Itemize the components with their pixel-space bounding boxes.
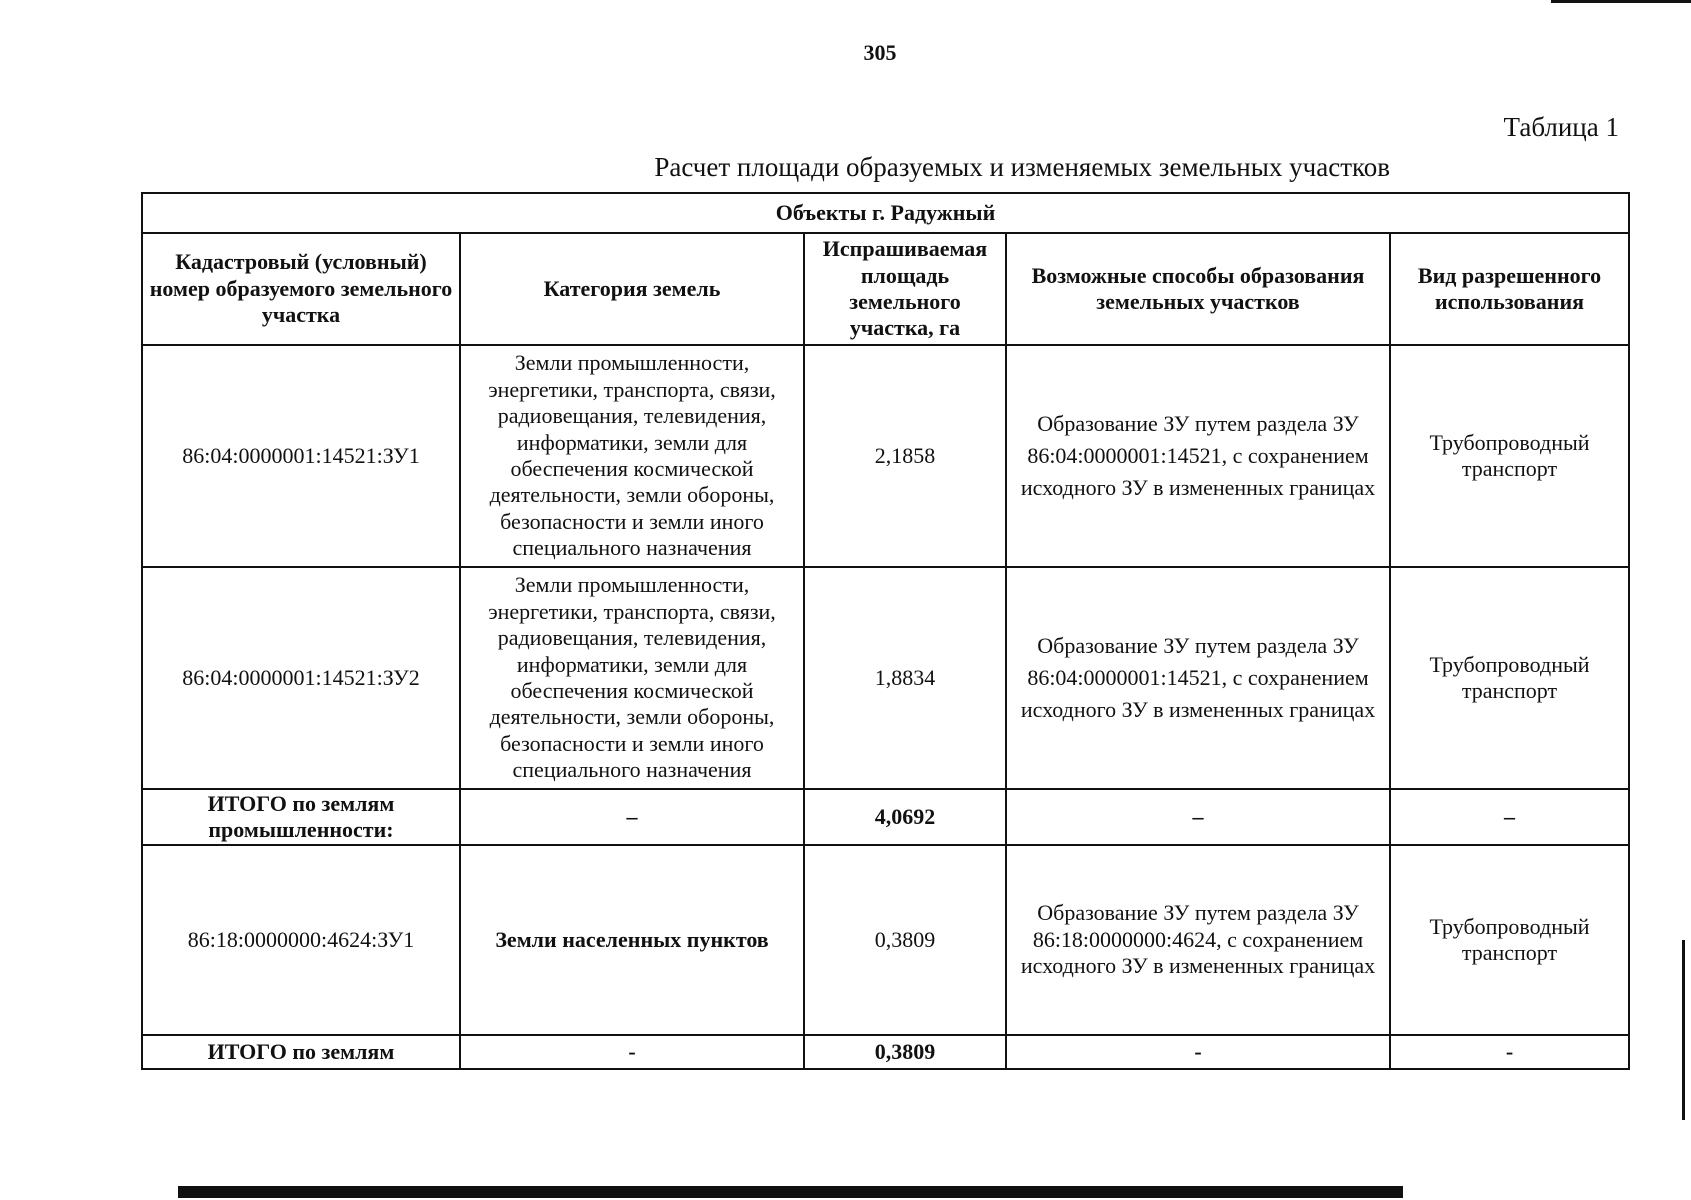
table-row	[142, 345, 1629, 567]
table-title: Расчет площади образуемых и изменяемых земельных участков	[654, 152, 1390, 182]
table-caption: Объекты г. Радужный	[142, 193, 1629, 233]
table-row	[142, 567, 1629, 789]
total-use: -	[1390, 1035, 1629, 1069]
total-category: -	[460, 1035, 804, 1069]
table-label: Таблица 1	[1503, 112, 1619, 142]
cell-land-category: Земли населенных пунктов	[460, 845, 804, 1035]
cell-land-category: Земли промышленности, энергетики, транспорта, связи, радиовещания, телевидения, информатики, земли для обеспечения космической деятельности, земли обороны, безопасности и земли иного специального назначения	[460, 567, 804, 789]
cell-area: 2,1858	[804, 345, 1006, 567]
page-number: 305	[863, 40, 897, 65]
header-formation-method: Возможные способы образования земельных участков	[1006, 233, 1390, 345]
cell-area: 0,3809	[804, 845, 1006, 1035]
cell-cadastral-number: 86:18:0000000:4624:ЗУ1	[142, 845, 460, 1035]
total-row-industry	[142, 789, 1629, 845]
cell-permitted-use: Трубопроводный транспорт	[1390, 845, 1629, 1035]
table-row	[142, 845, 1629, 1035]
cell-formation-method: Образование ЗУ путем раздела ЗУ 86:18:0000000:4624, с сохранением исходного ЗУ в измененных границах	[1006, 845, 1390, 1035]
header-cadastral-number: Кадастровый (условный) номер образуемого земельного участка	[142, 233, 460, 345]
cell-permitted-use: Трубопроводный транспорт	[1390, 567, 1629, 789]
corner-rule	[1551, 0, 1691, 3]
table-header-row	[142, 233, 1629, 345]
total-row-settlement	[142, 1035, 1629, 1069]
header-permitted-use: Вид разрешенного использования	[1390, 233, 1629, 345]
total-label: ИТОГО по землям	[142, 1035, 460, 1069]
cell-cadastral-number: 86:04:0000001:14521:ЗУ2	[142, 567, 460, 789]
total-label: ИТОГО по землям промышленности:	[142, 789, 460, 845]
total-area: 4,0692	[804, 789, 1006, 845]
cell-formation-method: Образование ЗУ путем раздела ЗУ 86:04:0000001:14521, с сохранением исходного ЗУ в измененных границах	[1006, 567, 1390, 789]
cell-land-category: Земли промышленности, энергетики, транспорта, связи, радиовещания, телевидения, информатики, земли для обеспечения космической деятельности, земли обороны, безопасности и земли иного специального назначения	[460, 345, 804, 567]
header-land-category: Категория земель	[460, 233, 804, 345]
total-area: 0,3809	[804, 1035, 1006, 1069]
total-method: –	[1006, 789, 1390, 845]
cell-formation-method: Образование ЗУ путем раздела ЗУ 86:04:0000001:14521, с сохранением исходного ЗУ в измененных границах	[1006, 345, 1390, 567]
cell-permitted-use: Трубопроводный транспорт	[1390, 345, 1629, 567]
land-plots-table	[141, 192, 1630, 1070]
table-caption-row	[142, 193, 1629, 233]
cell-cadastral-number: 86:04:0000001:14521:ЗУ1	[142, 345, 460, 567]
total-method: -	[1006, 1035, 1390, 1069]
header-area: Испрашиваемая площадь земельного участка, га	[804, 233, 1006, 345]
bottom-rule	[178, 1186, 1403, 1198]
scan-edge-mark	[1682, 940, 1685, 1120]
total-use: –	[1390, 789, 1629, 845]
cell-area: 1,8834	[804, 567, 1006, 789]
total-category: –	[460, 789, 804, 845]
